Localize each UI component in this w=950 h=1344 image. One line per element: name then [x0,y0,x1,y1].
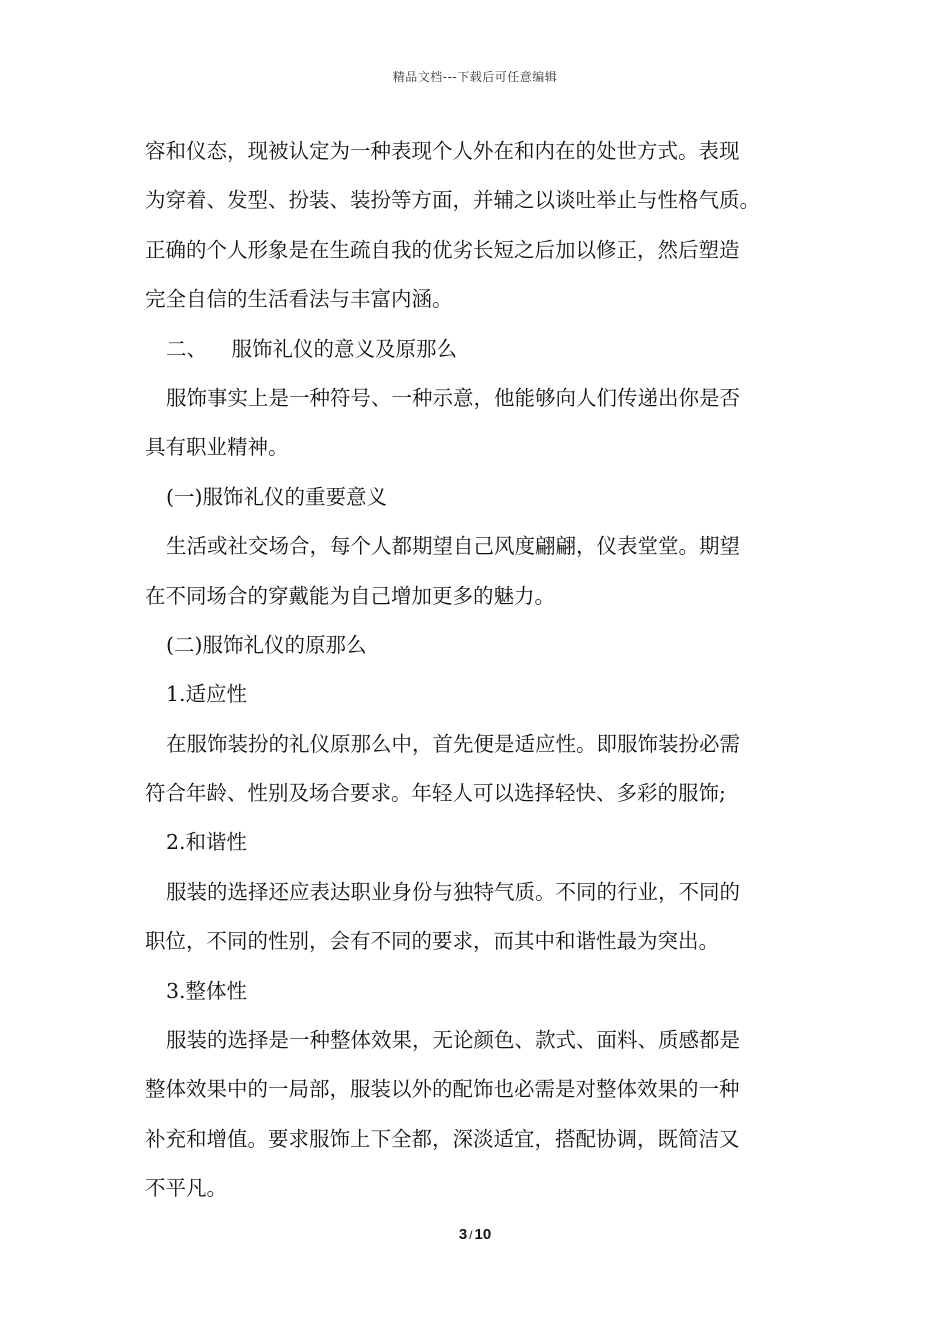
body-line: 完全自信的生活看法与丰富内涵。 [145,287,453,312]
page-number [0,1226,950,1243]
body-line: 在服饰装扮的礼仪原那么中，首先便是适应性。即服饰装扮必需 [166,731,740,756]
body-line: 生活或社交场合，每个人都期望自己风度翩翩，仪表堂堂。期望 [166,534,740,559]
body-line: 职位，不同的性别，会有不同的要求，而其中和谐性最为突出。 [145,929,719,954]
page-separator: / [469,1228,473,1242]
body-line: 整体效果中的一局部，服装以外的配饰也必需是对整体效果的一种 [145,1077,740,1102]
body-line: 为穿着、发型、扮装、装扮等方面，并辅之以谈吐举止与性格气质。 [145,188,760,213]
body-line: 容和仪态，现被认定为一种表现个人外在和内在的处世方式。表现 [145,139,740,163]
item-heading: 1.适应性 [166,682,248,707]
section-heading: 二、 服饰礼仪的意义及原那么 [166,336,458,361]
body-line: 在不同场合的穿戴能为自己增加更多的魅力。 [145,583,555,608]
body-line: 服装的选择是一种整体效果，无论颜色、款式、面料、质感都是 [166,1028,740,1053]
page-header: 精品文档---下载后可任意编辑 [392,70,558,84]
body-line: 符合年龄、性别及场合要求。年轻人可以选择轻快、多彩的服饰; [145,781,726,806]
body-line: 正确的个人形象是在生疏自我的优劣长短之后加以修正，然后塑造 [145,237,740,262]
item-heading: 2.和谐性 [166,830,248,855]
body-line: 服饰事实上是一种符号、一种示意，他能够向人们传递出你是否 [166,385,740,410]
body-line: 不平凡。 [145,1176,227,1201]
total-pages-number: 10 [474,1226,492,1243]
body-line: 服装的选择还应表达职业身份与独特气质。不同的行业，不同的 [166,879,740,904]
subsection-heading: (二)服饰礼仪的原那么 [166,632,367,657]
body-line: 补充和增值。要求服饰上下全都，深淡适宜，搭配协调，既简洁又 [145,1126,740,1151]
item-heading: 3.整体性 [166,978,248,1003]
current-page-number: 3 [458,1226,468,1243]
subsection-heading: (一)服饰礼仪的重要意义 [166,484,387,509]
document-body [145,127,825,1214]
body-line: 具有职业精神。 [145,435,289,460]
